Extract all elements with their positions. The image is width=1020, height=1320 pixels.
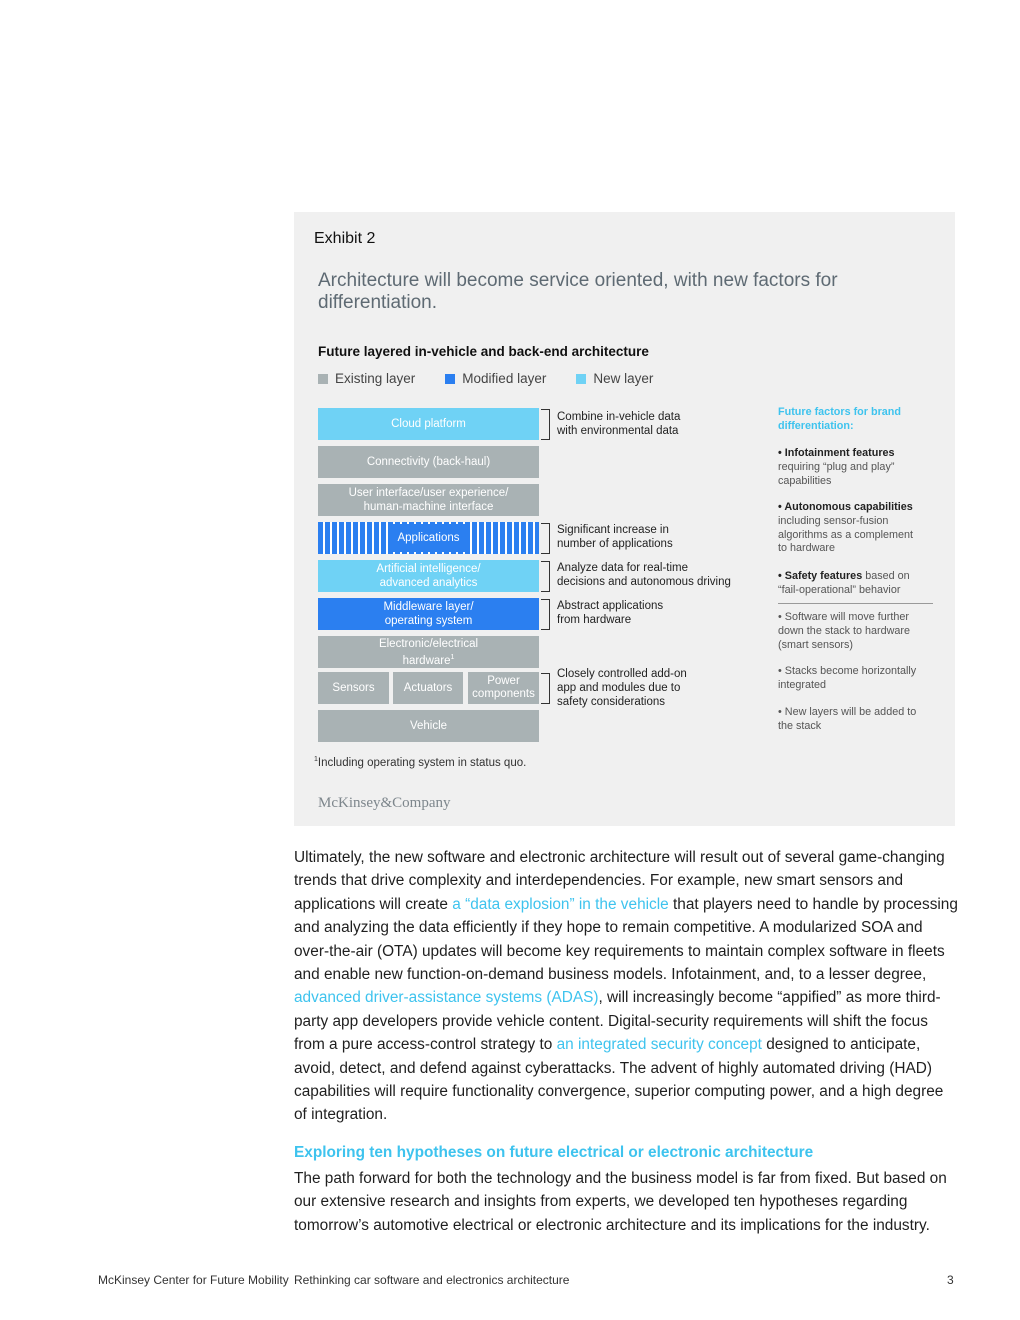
page-number: 3 [947,1273,954,1287]
layer-ai-analytics: Artificial intelligence/ advanced analytics [318,560,539,592]
link-adas[interactable]: advanced driver-assistance systems (ADAS) [294,989,599,1007]
legend-swatch-modified [445,374,455,384]
bracket-cloud [541,409,550,440]
layer-sensors: Sensors [318,672,389,704]
layer-actuators: Actuators [393,672,463,704]
footer-title: Rethinking car software and electronics architecture [294,1273,570,1287]
exhibit-footnote: $^1$Including operating system in status quo. [314,756,527,769]
side-autonomous: • Autonomous capabilities including sensor-fusion algorithms as a complement to hardware [778,501,914,555]
side-stacks: • Stacks become horizontally integrated [778,665,917,691]
side-software: • Software will move further down the stack to hardware (smart sensors) [778,611,911,651]
body-paragraph-2: The path forward for both the technology and the business model is far from fixed. But based on our extensive research and insights from experts, we developed ten hypotheses regarding tomorrow’s automotive electrical or electronic architecture and its implications for the industry. [294,1170,947,1234]
side-heading: Future factors for brand differentiation: [778,406,901,432]
legend [318,371,683,386]
side-infotainment: • Infotainment features requiring “plug and play” capabilities [778,447,895,487]
legend-new: New layer [576,371,653,386]
exhibit-title: Architecture will become service oriented, with new factors for differentiation. [318,270,838,313]
side-divider [778,603,933,604]
layer-vehicle: Vehicle [318,710,539,742]
legend-modified: Modified layer [445,371,546,386]
bracket-hardware [541,673,550,704]
exhibit-label: Exhibit 2 [314,230,376,247]
legend-existing: Existing layer [318,371,415,386]
layer-user-interface: User interface/user experience/ human-machine interface [318,484,539,516]
legend-swatch-new [576,374,586,384]
exhibit-panel [294,212,955,826]
bracket-middleware [541,599,550,630]
note-cloud: Combine in-vehicle data with environmental data [557,411,681,437]
footer-publisher: McKinsey Center for Future Mobility [98,1273,289,1287]
exhibit-subtitle: Future layered in-vehicle and back-end architecture [318,344,649,359]
layer-applications: Applications [318,522,539,554]
note-applications: Significant increase in number of applications [557,524,673,550]
section-heading: Exploring ten hypotheses on future electrical or electronic architecture [294,1144,814,1161]
mckinsey-logo: McKinsey&Company [318,795,451,811]
side-safety: • Safety features based on “fail-operational” behavior [778,570,910,596]
layer-cloud-platform: Cloud platform [318,408,539,440]
note-middleware: Abstract applications from hardware [557,600,664,626]
body-paragraph-1: Ultimately, the new software and electronic architecture will result out of several game-changing trends that drive complexity and interdependencies. For example, new smart sensors and applications will create a “data explosion” in the vehicle that players need to handle by processing and analyzing the data efficiently if they hope to remain competitive. A modularized SOA and over-the-air (OTA) updates will become key requirements to maintain complex software in fleets and enable new function-on-demand business models. Infotainment, and, to a lesser degree, advanced driver-assistance systems (ADAS), will increasingly become “appified” as more third-party app developers provide vehicle content. Digital-security requirements will shift the focus from a pure access-control strategy to an integrated security concept designed to anticipate, avoid, detect, and defend against cyberattacks. The advent of highly automated driving (HAD) capabilities will require functionality convergence, superior computing power, and a high degree of integration. [294,849,958,1124]
note-ai: Analyze data for real-time decisions and autonomous driving [557,562,731,588]
legend-swatch-existing [318,374,328,384]
side-new-layers: • New layers will be added to the stack [778,706,917,732]
bracket-applications [541,523,550,554]
layer-power-components: Power components [468,672,539,704]
layer-connectivity: Connectivity (back-haul) [318,446,539,478]
bracket-ai [541,561,550,592]
layer-middleware: Middleware layer/ operating system [318,598,539,630]
link-data-explosion[interactable]: a “data explosion” in the vehicle [452,895,669,913]
layer-ee-hardware: Electronic/electrical hardware$^1$ [318,636,539,668]
note-hardware: Closely controlled add-on app and modules due to safety considerations [557,668,687,708]
link-security-concept[interactable]: an integrated security concept [556,1036,762,1054]
